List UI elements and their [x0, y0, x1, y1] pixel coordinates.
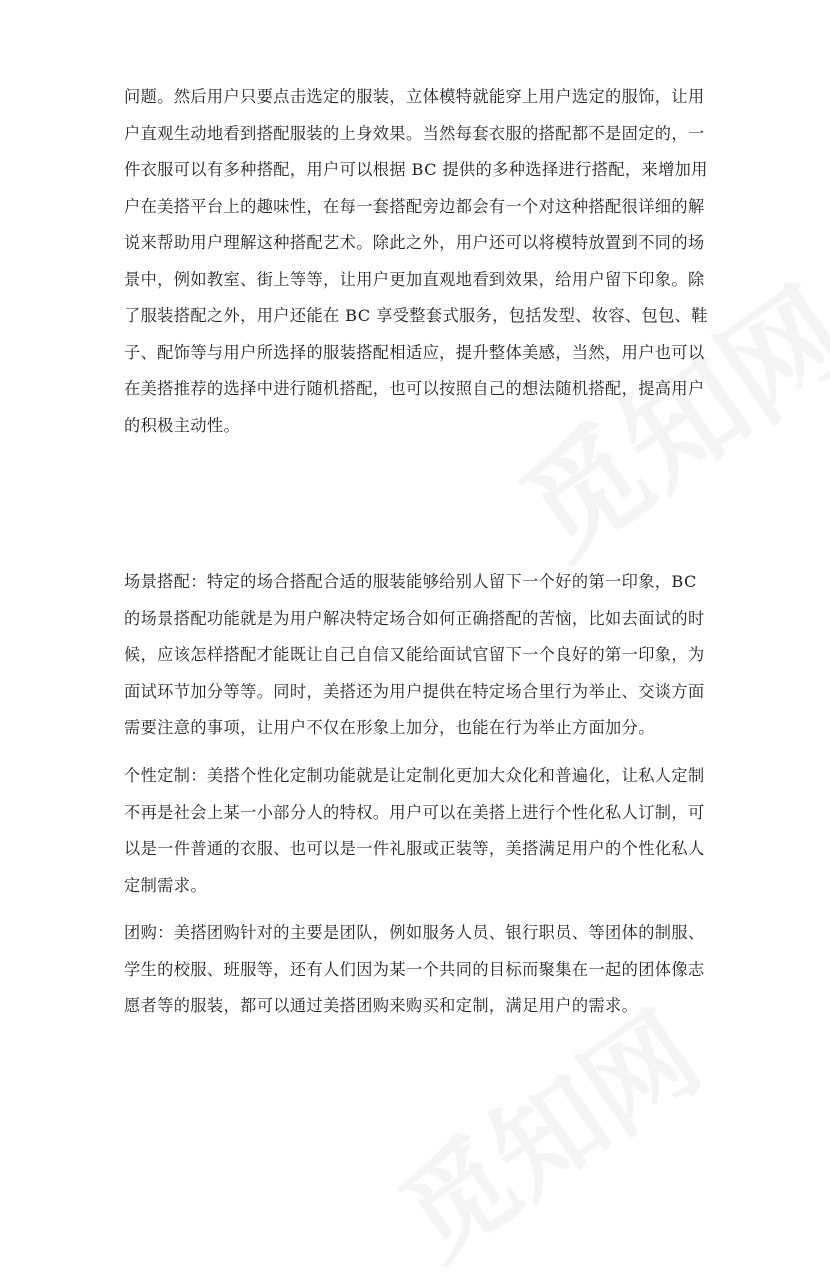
text-line: 户直观生动地看到搭配服装的上身效果。当然每套衣服的搭配都不是固定的，一: [124, 123, 705, 143]
text-line: 面试环节加分等等。同时，美搭还为用户提供在特定场合里行为举止、交谈方面: [124, 681, 705, 701]
text-line: 需要注意的事项，让用户不仅在形象上加分，也能在行为举止方面加分。: [124, 718, 655, 737]
text-line: 定制需求。: [124, 875, 207, 895]
text-line: 在美搭推荐的选择中进行随机搭配，也可以按照自己的想法随机搭配，提高用户: [124, 379, 705, 398]
text-line: 学生的校服、班服等，还有人们因为某一个共同的目标而聚集在一起的团体像志: [124, 959, 705, 979]
text-line: 场景搭配：特定的场合搭配合适的服装能够给别人留下一个好的第一印象，BC: [124, 572, 697, 591]
text-line: 不再是社会上某一小部分人的特权。用户可以在美搭上进行个性化私人订制，可: [124, 802, 705, 822]
paragraph-outfit-matching: [124, 79, 712, 444]
paragraph-group-purchase: [124, 915, 712, 1025]
text-line: 团购：美搭团购针对的主要是团队，例如服务人员、银行职员、等团体的制服、: [124, 923, 705, 942]
paragraph-custom-tailoring: [124, 758, 712, 904]
paragraph-scene-matching: [124, 564, 712, 747]
text-line: 景中，例如教室、街上等等，让用户更加直观地看到效果，给用户留下印象。除: [124, 269, 705, 289]
text-line: 愿者等的服装，都可以通过美搭团购来购买和定制，满足用户的需求。: [124, 996, 639, 1015]
text-line: 件衣服可以有多种搭配，用户可以根据 BC 提供的多种选择进行搭配，来增加用: [124, 160, 708, 179]
text-line: 以是一件普通的衣服、也可以是一件礼服或正装等，美搭满足用户的个性化私人: [124, 839, 705, 858]
text-line: 户在美搭平台上的趣味性，在每一套搭配旁边都会有一个对这种搭配很详细的解: [124, 196, 705, 216]
text-line: 个性定制：美搭个性化定制功能就是让定制化更加大众化和普遍化，让私人定制: [124, 766, 705, 785]
text-line: 候，应该怎样搭配才能既让自己自信又能给面试官留下一个良好的第一印象，为: [124, 645, 705, 664]
text-line: 说来帮助用户理解这种搭配艺术。除此之外，用户还可以将模特放置到不同的场: [124, 233, 705, 252]
text-line: 问题。然后用户只要点击选定的服装，立体模特就能穿上用户选定的服饰，让用: [124, 87, 705, 106]
text-line: 的场景搭配功能就是为用户解决特定场合如何正确搭配的苦恼，比如去面试的时: [124, 608, 705, 628]
text-line: 的积极主动性。: [124, 415, 241, 435]
text-line: 了服装搭配之外，用户还能在 BC 享受整套式服务，包括发型、妆容、包包、鞋: [124, 306, 708, 325]
text-line: 子、配饰等与用户所选择的服装搭配相适应，提升整体美感，当然，用户也可以: [124, 342, 705, 362]
